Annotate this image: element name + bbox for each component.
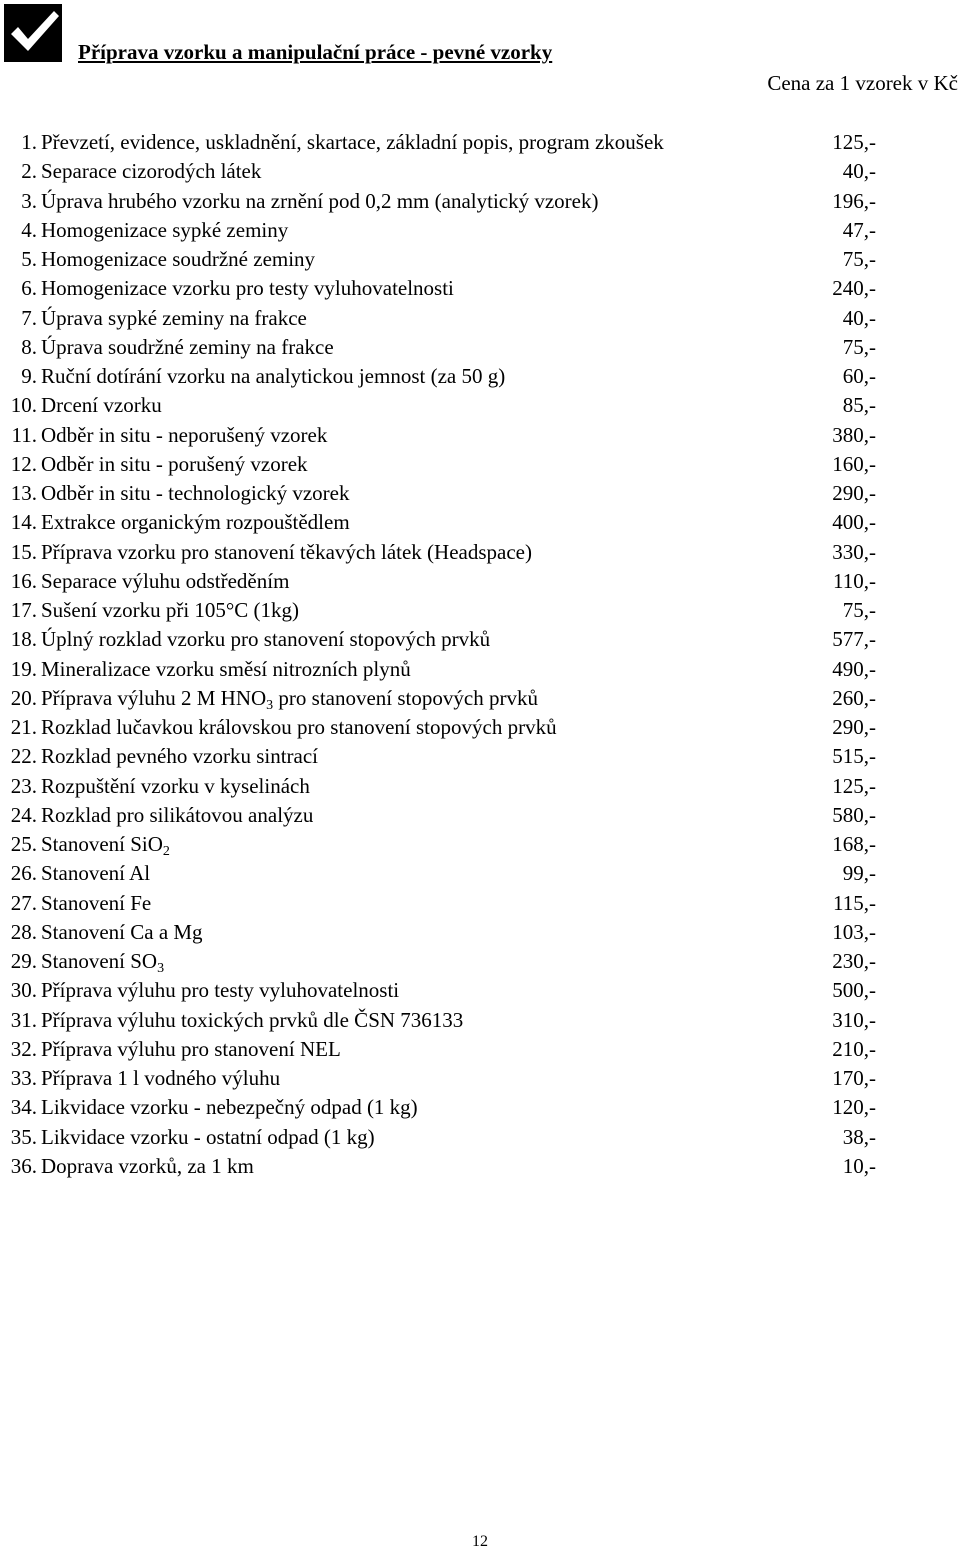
item-price: 490,- xyxy=(832,656,876,681)
item-number: 20. xyxy=(10,685,37,710)
subscript: 2 xyxy=(162,844,170,859)
price-column-label: Cena za 1 vzorek v Kč xyxy=(767,71,958,95)
list-item xyxy=(0,216,960,245)
list-item xyxy=(0,187,960,216)
item-price: 125,- xyxy=(832,130,876,154)
item-price: 10,- xyxy=(842,1153,876,1178)
item-number: 10. xyxy=(10,393,37,418)
item-name: Úplný rozklad vzorku pro stanovení stopových prvků xyxy=(41,627,491,652)
item-number: 26. xyxy=(10,861,37,886)
item-price: 400,- xyxy=(832,510,876,535)
item-price: 170,- xyxy=(832,1066,876,1090)
item-name xyxy=(41,684,538,713)
item-price: 75,- xyxy=(842,247,876,271)
item-number: 8. xyxy=(21,334,37,359)
item-price: 75,- xyxy=(842,334,876,359)
item-number: 29. xyxy=(10,949,37,973)
item-price: 99,- xyxy=(842,861,876,886)
item-name: Stanovení Ca a Mg xyxy=(41,919,203,944)
item-name: Homogenizace sypké zeminy xyxy=(41,217,289,242)
list-item xyxy=(0,391,960,420)
item-name: Převzetí, evidence, uskladnění, skartace, základní popis, program zkoušek xyxy=(41,130,664,154)
item-price: 515,- xyxy=(832,744,876,769)
item-name: Příprava vzorku pro stanovení těkavých látek (Headspace) xyxy=(41,539,532,564)
item-price: 230,- xyxy=(832,949,876,973)
list-item xyxy=(0,567,960,596)
subscript: 3 xyxy=(157,961,165,976)
item-number: 14. xyxy=(10,510,37,535)
item-name: Homogenizace soudržné zeminy xyxy=(41,247,316,271)
item-name: Rozklad lučavkou královskou pro stanovení stopových prvků xyxy=(41,715,557,739)
list-item xyxy=(0,450,960,479)
item-name: Příprava výluhu toxických prvků dle ČSN 736133 xyxy=(41,1007,464,1032)
item-number: 18. xyxy=(10,627,37,652)
item-price: 500,- xyxy=(832,978,876,1003)
item-price: 380,- xyxy=(832,422,876,447)
item-name: Příprava výluhu pro stanovení NEL xyxy=(41,1036,341,1061)
item-number: 1. xyxy=(21,130,37,154)
item-number: 24. xyxy=(10,802,37,827)
item-number: 17. xyxy=(10,598,37,622)
item-number: 7. xyxy=(21,305,37,330)
list-item xyxy=(0,976,960,1005)
item-number: 35. xyxy=(10,1124,37,1149)
list-item xyxy=(0,1035,960,1064)
item-name: Stanovení Al xyxy=(41,861,151,886)
item-name: Rozpuštění vzorku v kyselinách xyxy=(41,773,310,798)
item-name: Likvidace vzorku - ostatní odpad (1 kg) xyxy=(41,1124,375,1149)
item-price: 75,- xyxy=(842,598,876,622)
item-name: Rozklad pro silikátovou analýzu xyxy=(41,802,314,827)
page-number: 12 xyxy=(472,1533,488,1550)
item-name xyxy=(41,947,164,976)
item-name: Drcení vzorku xyxy=(41,393,162,418)
item-number: 5. xyxy=(21,247,37,271)
list-item xyxy=(0,859,960,888)
list-item xyxy=(0,1152,960,1181)
list-item xyxy=(0,304,960,333)
item-price: 290,- xyxy=(832,715,876,739)
list-item xyxy=(0,684,960,713)
item-number: 19. xyxy=(10,656,37,681)
item-number: 3. xyxy=(21,188,37,213)
item-price: 168,- xyxy=(832,832,876,856)
item-name: Úprava hrubého vzorku na zrnění pod 0,2 mm (analytický vzorek) xyxy=(41,188,599,213)
item-price: 577,- xyxy=(832,627,876,652)
item-price: 160,- xyxy=(832,451,876,476)
item-name-part: pro stanovení stopových prvků xyxy=(273,685,538,710)
item-name: Úprava sypké zeminy na frakce xyxy=(41,305,307,330)
list-item xyxy=(0,362,960,391)
item-price: 103,- xyxy=(832,919,876,944)
list-item xyxy=(0,421,960,450)
item-number: 12. xyxy=(10,451,37,476)
item-name: Separace výluhu odstředěním xyxy=(41,568,290,593)
item-number: 6. xyxy=(21,276,37,301)
item-number: 4. xyxy=(21,217,37,242)
item-price: 330,- xyxy=(832,539,876,564)
item-name: Odběr in situ - porušený vzorek xyxy=(41,451,308,476)
list-item xyxy=(0,713,960,742)
list-item xyxy=(0,947,960,976)
item-name: Homogenizace vzorku pro testy vyluhovatelnosti xyxy=(41,276,454,301)
item-price: 40,- xyxy=(842,159,876,184)
item-name-part: Stanovení SO xyxy=(41,949,158,973)
list-item xyxy=(0,1006,960,1035)
item-price: 125,- xyxy=(832,773,876,798)
list-item xyxy=(0,538,960,567)
item-name: Mineralizace vzorku směsí nitrozních plynů xyxy=(41,656,411,681)
list-item xyxy=(0,274,960,303)
list-item xyxy=(0,479,960,508)
item-name: Separace cizorodých látek xyxy=(41,159,262,184)
item-number: 25. xyxy=(10,832,37,856)
list-item xyxy=(0,157,960,186)
item-name: Ruční dotírání vzorku na analytickou jemnost (za 50 g) xyxy=(41,364,506,388)
item-name: Doprava vzorků, za 1 km xyxy=(41,1153,254,1178)
page-title: Příprava vzorku a manipulační práce - pevné vzorky xyxy=(78,40,553,64)
list-item xyxy=(0,655,960,684)
item-name: Sušení vzorku při 105°C (1kg) xyxy=(41,598,300,622)
item-price: 196,- xyxy=(832,188,876,213)
item-name: Stanovení Fe xyxy=(41,890,152,915)
item-price: 210,- xyxy=(832,1036,876,1061)
item-name: Likvidace vzorku - nebezpečný odpad (1 kg) xyxy=(41,1095,418,1120)
item-name: Odběr in situ - neporušený vzorek xyxy=(41,422,328,447)
item-name: Úprava soudržné zeminy na frakce xyxy=(41,334,334,359)
list-item xyxy=(0,1064,960,1093)
item-price: 85,- xyxy=(842,393,876,418)
item-price: 310,- xyxy=(832,1007,876,1032)
item-price: 38,- xyxy=(842,1124,876,1149)
list-item xyxy=(0,830,960,859)
item-number: 22. xyxy=(10,744,37,769)
list-item xyxy=(0,918,960,947)
item-number: 34. xyxy=(10,1095,37,1120)
list-item xyxy=(0,1093,960,1122)
list-item xyxy=(0,801,960,830)
list-item xyxy=(0,245,960,274)
item-name-part: Příprava výluhu 2 M HNO xyxy=(41,685,267,710)
item-price: 60,- xyxy=(842,364,876,388)
list-item xyxy=(0,128,960,157)
item-price: 580,- xyxy=(832,802,876,827)
item-number: 13. xyxy=(10,481,37,505)
price-list xyxy=(0,128,960,1181)
item-number: 28. xyxy=(10,919,37,944)
item-number: 16. xyxy=(10,568,37,593)
list-item xyxy=(0,889,960,918)
item-number: 23. xyxy=(10,773,37,798)
item-number: 2. xyxy=(21,159,37,184)
item-number: 30. xyxy=(10,978,37,1003)
list-item xyxy=(0,1123,960,1152)
checkmark-icon xyxy=(4,4,62,62)
item-name-part: Stanovení SiO xyxy=(41,832,163,856)
list-item xyxy=(0,625,960,654)
item-number: 21. xyxy=(10,715,37,739)
list-item xyxy=(0,333,960,362)
item-price: 120,- xyxy=(832,1095,876,1120)
item-number: 27. xyxy=(10,890,37,915)
item-price: 47,- xyxy=(842,217,876,242)
item-price: 110,- xyxy=(833,568,876,593)
item-price: 240,- xyxy=(832,276,876,301)
item-number: 32. xyxy=(10,1036,37,1061)
item-price: 115,- xyxy=(833,890,876,915)
item-number: 36. xyxy=(10,1153,37,1178)
list-item xyxy=(0,772,960,801)
item-number: 33. xyxy=(10,1066,37,1090)
item-price: 260,- xyxy=(832,685,876,710)
item-name: Příprava výluhu pro testy vyluhovatelnosti xyxy=(41,978,400,1003)
item-price: 290,- xyxy=(832,481,876,505)
item-name xyxy=(41,830,170,859)
item-name: Rozklad pevného vzorku sintrací xyxy=(41,744,318,769)
item-name: Extrakce organickým rozpouštědlem xyxy=(41,510,350,535)
item-price: 40,- xyxy=(842,305,876,330)
item-name: Příprava 1 l vodného výluhu xyxy=(41,1066,281,1090)
item-number: 31. xyxy=(10,1007,37,1032)
item-number: 11. xyxy=(11,422,37,447)
list-item xyxy=(0,508,960,537)
subscript: 3 xyxy=(266,697,274,713)
item-name: Odběr in situ - technologický vzorek xyxy=(41,481,350,505)
list-item xyxy=(0,596,960,625)
list-item xyxy=(0,742,960,771)
item-number: 15. xyxy=(10,539,37,564)
item-number: 9. xyxy=(21,364,37,388)
